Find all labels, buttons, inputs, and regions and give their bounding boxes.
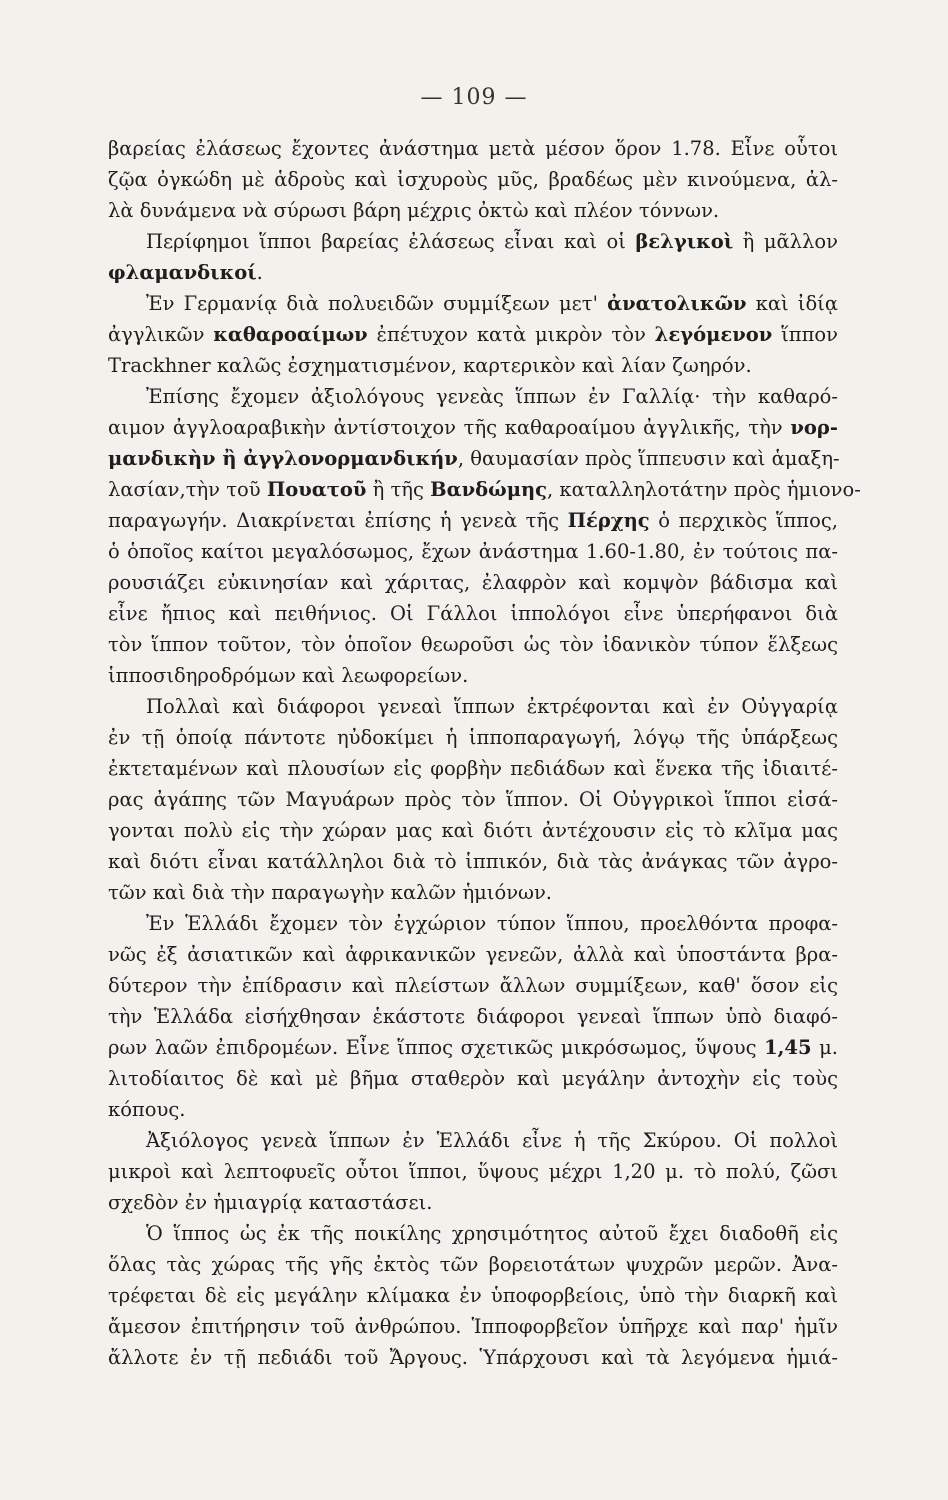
bold-term: 1,45 [764,1036,812,1059]
text-line [108,474,861,505]
text-line [108,319,838,350]
body-text [108,133,861,1373]
text-line [108,226,838,257]
text-segment: ὁ ὁποῖος καίτοι μεγαλόσωμος, ἔχων ἀνάστημα 1.60-1.80, ἐν τούτοις πα- [108,540,838,563]
text-segment: ἱπποσιδηροδρόμων καὶ λεωφορείων. [108,664,469,687]
text-segment: κόπους. [108,1098,186,1121]
text-segment: ζῷα ὀγκώδη μὲ ἁδροὺς καὶ ἰσχυροὺς μῦς, βραδέως μὲν κινούμενα, ἀλ- [108,168,838,191]
text-segment: ἢ τῆς [366,478,431,501]
text-segment: Περίφημοι ἵπποι βαρείας ἐλάσεως εἶναι καὶ οἱ [146,230,636,253]
bold-term: βελγικοὶ [635,230,734,253]
text-segment: ἵππον [772,323,839,346]
text-line [108,412,838,443]
text-segment: Ὁ ἵππος ὡς ἐκ τῆς ποικίλης χρησιμότητος αὐτοῦ ἔχει διαδοθῆ εἰς [146,1222,838,1245]
text-segment: ὅλας τὰς χώρας τῆς γῆς ἐκτὸς τῶν βορειοτάτων ψυχρῶν μερῶν. Ἀνα- [108,1253,838,1276]
text-segment: ρων λαῶν ἐπιδρομέων. Εἶνε ἵππος σχετικῶς μικρόσωμος, ὕψους [108,1036,765,1059]
bold-term: φλαμανδικοί [108,261,257,284]
text-line [108,257,838,288]
text-line [108,1311,838,1342]
bold-term: Πέρχης [567,509,650,532]
text-segment: αιμον ἀγγλοαραβικὴν ἀντίστοιχον τῆς καθαροαίμου ἀγγλικῆς, τὴν [108,416,791,439]
text-line [108,1032,838,1063]
text-segment: ρας ἀγάπης τῶν Μαγυάρων πρὸς τὸν ἵππον. Οἱ Οὐγγρικοὶ ἵπποι εἰσά- [108,788,838,811]
text-line [108,1125,838,1156]
text-line [108,1342,838,1373]
text-line [108,939,838,970]
text-line [108,691,838,722]
text-line [108,660,838,691]
text-segment: καὶ ἰδίᾳ [746,292,839,315]
bold-term: Πουατοῦ [266,478,367,501]
bold-term: νορ- [790,416,838,439]
page-number: — 109 — [420,85,528,110]
text-segment: βαρείας ἐλάσεως ἔχοντες ἀνάστημα μετὰ μέσον ὅρον 1.78. Εἶνε οὗτοι [108,137,838,160]
text-line [108,908,838,939]
text-line [108,1063,838,1094]
text-segment: λιτοδίαιτος δὲ καὶ μὲ βῆμα σταθερὸν καὶ μεγάλην ἀντοχὴν εἰς τοὺς [108,1067,838,1090]
text-line [108,753,838,784]
text-segment: ἐπέτυχον κατὰ μικρὸν τὸν [367,323,655,346]
text-line [108,598,838,629]
text-segment: Trackhner καλῶς ἐσχηματισμένον, καρτερικὸν καὶ λίαν ζωηρόν. [108,354,752,377]
text-segment: γονται πολὺ εἰς τὴν χώραν μας καὶ διότι ἀντέχουσιν εἰς τὸ κλῖμα μας [108,819,838,842]
text-segment: . [256,261,263,284]
bold-term: λεγόμενον [654,323,773,346]
text-segment: , θαυμασίαν πρὸς ἵππευσιν καὶ ἁμαξη- [457,447,840,470]
text-segment: Ἐν Γερμανίᾳ διὰ πολυειδῶν συμμίξεων μετ' [146,292,608,315]
text-line [108,195,838,226]
text-line [108,1156,838,1187]
text-segment: ὁ περχικὸς ἵππος, [649,509,838,532]
text-segment: καὶ διότι εἶναι κατάλληλοι διὰ τὸ ἱππικόν, διὰ τὰς ἀνάγκας τῶν ἀγρο- [108,850,838,873]
bold-term: Βανδώμης [430,478,548,501]
text-line [108,1218,838,1249]
text-line [108,784,838,815]
text-segment: Ἐπίσης ἔχομεν ἀξιολόγους γενεὰς ἵππων ἐν Γαλλίᾳ· τὴν καθαρό- [146,385,838,408]
bold-term: καθαροαίμων [213,323,368,346]
text-segment: τρέφεται δὲ εἰς μεγάλην κλίμακα ἐν ὑποφορβείοις, ὑπὸ τὴν διαρκῆ καὶ [108,1284,838,1307]
text-line [108,1187,838,1218]
text-line [108,815,838,846]
bold-term: μανδικὴν ἢ ἀγγλονορμανδικήν [108,447,458,470]
text-segment: σχεδὸν ἐν ἡμιαγρίᾳ καταστάσει. [108,1191,433,1214]
text-segment: , καταλληλοτάτην πρὸς ἡμιονο- [547,478,861,501]
text-line [108,164,838,195]
text-segment: δύτερον τὴν ἐπίδρασιν καὶ πλείστων ἄλλων συμμίξεων, καθ' ὅσον εἰς [108,974,838,997]
text-segment: τὴν Ἑλλάδα εἰσήχθησαν ἑκάστοτε διάφοροι γενεαὶ ἵππων ὑπὸ διαφό- [108,1005,838,1028]
text-segment: Πολλαὶ καὶ διάφοροι γενεαὶ ἵππων ἐκτρέφονται καὶ ἐν Οὐγγαρίᾳ [146,695,838,718]
text-segment: παραγωγήν. Διακρίνεται ἐπίσης ἡ γενεὰ τῆς [108,509,568,532]
text-segment: ἄλλοτε ἐν τῇ πεδιάδι τοῦ Ἄργους. Ὑπάρχουσι καὶ τὰ λεγόμενα ἡμιά- [108,1346,838,1369]
text-segment: νῶς ἐξ ἀσιατικῶν καὶ ἀφρικανικῶν γενεῶν, ἀλλὰ καὶ ὑποστάντα βρα- [108,943,838,966]
text-segment: μικροὶ καὶ λεπτοφυεῖς οὗτοι ἵπποι, ὕψους μέχρι 1,20 μ. τὸ πολύ, ζῶσι [108,1160,838,1183]
text-segment: ἀγγλικῶν [108,323,214,346]
text-segment: ἐκτεταμένων καὶ πλουσίων εἰς φορβὴν πεδιάδων καὶ ἕνεκα τῆς ἰδιαιτέ- [108,757,838,780]
text-segment: Ἐν Ἑλλάδι ἔχομεν τὸν ἐγχώριον τύπον ἵππου, προελθόντα προφα- [146,912,838,935]
text-segment: τῶν καὶ διὰ τὴν παραγωγὴν καλῶν ἡμιόνων. [108,881,552,904]
text-segment: λασίαν,τὴν τοῦ [108,478,267,501]
text-line [108,629,838,660]
text-line [108,877,838,908]
text-segment: ρουσιάζει εὐκινησίαν καὶ χάριτας, ἐλαφρὸν καὶ κομψὸν βάδισμα καὶ [108,571,838,594]
text-line [108,536,838,567]
text-segment: ἐν τῇ ὁποίᾳ πάντοτε ηὐδοκίμει ἡ ἱπποπαραγωγή, λόγῳ τῆς ὑπάρξεως [108,726,838,749]
text-line [108,381,838,412]
text-segment: μ. [811,1036,838,1059]
text-line [108,970,838,1001]
text-line [108,350,838,381]
text-line [108,288,838,319]
text-segment: τὸν ἵππον τοῦτον, τὸν ὁποῖον θεωροῦσι ὡς τὸν ἰδανικὸν τύπον ἕλξεως [108,633,838,656]
text-segment: Ἀξιόλογος γενεὰ ἵππων ἐν Ἑλλάδι εἶνε ἡ τῆς Σκύρου. Οἱ πολλοὶ [146,1129,838,1152]
text-line [108,443,838,474]
text-line [108,133,838,164]
text-segment: λὰ δυνάμενα νὰ σύρωσι βάρη μέχρις ὀκτὼ καὶ πλέον τόννων. [108,199,720,222]
text-line [108,505,838,536]
text-segment: εἶνε ἤπιος καὶ πειθήνιος. Οἱ Γάλλοι ἱππολόγοι εἶνε ὑπερήφανοι διὰ [108,602,838,625]
text-line [108,722,838,753]
text-segment: ἄμεσον ἐπιτήρησιν τοῦ ἀνθρώπου. Ἱπποφορβεῖον ὑπῆρχε καὶ παρ' ἡμῖν [108,1315,838,1338]
text-line [108,1001,838,1032]
text-line [108,1094,838,1125]
text-line [108,1280,838,1311]
text-segment: ἢ μᾶλλον [733,230,838,253]
text-line [108,567,838,598]
bold-term: ἀνατολικῶν [607,292,747,315]
text-line [108,1249,838,1280]
text-line [108,846,838,877]
